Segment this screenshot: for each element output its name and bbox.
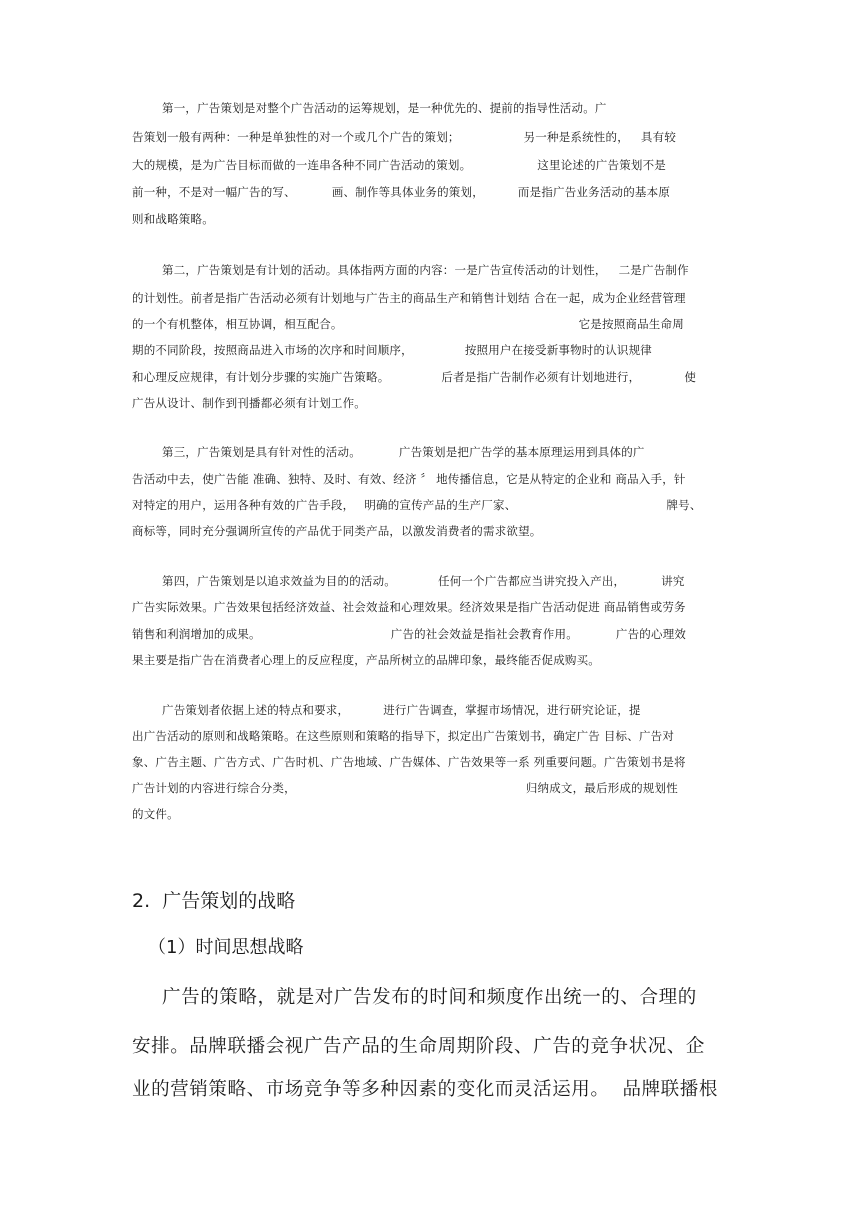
text-segment: 和心理反应规律，有计划分步骤的实施广告策略。 [132, 370, 390, 384]
text-segment: 广告的心理效 [615, 627, 687, 641]
text-segment: 对特定的用户，运用各种有效的广告手段， [132, 498, 355, 512]
paragraph-4-line-4 [132, 652, 600, 668]
subsection-heading: （1）时间思想战略 [148, 937, 304, 958]
text-segment: 二是广告制作 [618, 263, 689, 277]
paragraph-1-line-1 [162, 100, 607, 116]
text-segment: 广告实际效果。广告效果包括经济效益、社会效益和心理效果。经济效果是指广告活动促进 商品销售或劳务 [132, 600, 686, 614]
text-segment: 明确的宣传产品的生产厂家、 [364, 498, 517, 512]
body-line-1: 广告的策略，就是对广告发布的时间和频度作出统一的、合理的 [162, 987, 697, 1008]
text-segment: 期的不同阶段，按照商品进入市场的次序和时间顺序， [132, 343, 413, 357]
paragraph-5-line-1 [162, 702, 641, 718]
text-segment: 的计划性。前者是指广告活动必须有计划地与广告主的商品生产和销售计划结 合在一起，成为企业经营管理 [132, 291, 686, 305]
text-segment: 销售和利润增加的成果。 [132, 627, 261, 641]
text-segment: 进行广告调查，掌握市场情况，进行研究论证，提 [383, 703, 641, 717]
body-line-3: 业的营销策略、市场竞争等多种因素的变化而灵活运用。 品牌联播根 [132, 1079, 718, 1100]
text-segment: 的文件。 [132, 807, 179, 821]
paragraph-2-line-1 [162, 262, 689, 278]
paragraph-5-line-3 [132, 754, 686, 770]
text-segment: 另一种是系统性的， [523, 130, 629, 144]
paragraph-3-line-4 [132, 523, 542, 539]
text-segment: 广告策划是把广告学的基本原理运用到具体的广 [398, 445, 645, 459]
paragraph-4-line-1 [162, 573, 685, 589]
paragraph-2-line-6 [132, 395, 366, 411]
paragraph-1-line-2 [132, 129, 676, 145]
text-segment: 的一个有机整体，相互协调，相互配合。 [132, 317, 343, 331]
paragraph-1-line-5 [132, 211, 214, 227]
paragraph-2-line-4 [132, 342, 652, 358]
text-segment: 任何一个广告都应当讲究投入产出， [438, 574, 626, 588]
text-segment: 广告从设计、制作到刊播都必须有计划工作。 [132, 396, 366, 410]
text-segment: 这里论述的广告策划不是 [537, 158, 666, 172]
text-segment: 第四，广告策划是以追求效益为目的的活动。 [162, 574, 396, 588]
text-segment: 则和战略策略。 [132, 212, 214, 226]
text-segment: 果主要是指广告在消费者心理上的反应程度，产品所树立的品牌印象，最终能否促成购买。 [132, 653, 600, 667]
paragraph-5-line-5 [132, 806, 179, 822]
text-segment: 广告的社会效益是指社会教育作用。 [390, 627, 578, 641]
text-segment: 告活动中去，使广告能 准确、独特、及时、有效、经济 〞 地传播信息，它是从特定的企业和 商品入手，针 [132, 472, 686, 486]
text-segment: 象、广告主题、广告方式、广告时机、广告地域、广告媒体、广告效果等一系 列重要问题。广告策划书是将 [132, 755, 686, 769]
text-segment: 画、制作等具体业务的策划， [331, 185, 484, 199]
section-heading: 2. 广告策划的战略 [132, 890, 296, 912]
text-segment: 按照用户在接受新事物时的认识规律 [464, 343, 653, 357]
text-segment: 具有较 [640, 130, 677, 144]
text-segment: 告策划一般有两种：一种是单独性的对一个或几个广告的策划； [132, 130, 460, 144]
text-segment: 而是指广告业务活动的基本原 [517, 185, 671, 199]
paragraph-2-line-3 [132, 316, 684, 332]
paragraph-4-line-2 [132, 599, 686, 615]
paragraph-2-line-2 [132, 290, 686, 306]
text-segment: 第一，广告策划是对整个广告活动的运筹规划，是一种优先的、提前的指导性活动。广 [162, 101, 607, 115]
text-segment: 讲究 [661, 574, 685, 588]
text-segment: 第三，广告策划是具有针对性的活动。 [162, 445, 361, 459]
text-segment: 后者是指广告制作必须有计划地进行， [441, 370, 641, 384]
text-segment: 广告策划者依据上述的特点和要求， [162, 703, 350, 717]
paragraph-3-line-2 [132, 471, 686, 487]
text-segment: 它是按照商品生命周 [578, 317, 684, 331]
paragraph-3-line-1 [162, 444, 645, 460]
paragraph-1-line-4 [132, 184, 670, 200]
paragraph-4-line-3 [132, 626, 686, 642]
text-segment: 出广告活动的原则和战略策略。在这些原则和策略的指导下，拟定出广告策划书，确定广告 目标、广告对 [132, 729, 675, 743]
paragraph-2-line-5 [132, 369, 696, 385]
text-segment: 牌号、 [666, 498, 702, 512]
text-segment: 使 [684, 370, 697, 384]
text-segment: 归纳成文，最后形成的规划性 [525, 781, 678, 795]
text-segment: 前一种，不是对一幅广告的写、 [132, 185, 296, 199]
text-segment: 商标等，同时充分强调所宣传的产品优于同类产品，以激发消费者的需求欲望。 [132, 524, 542, 538]
text-segment: 大的规模，是为广告目标而做的一连串各种不同广告活动的策划。 [132, 158, 472, 172]
body-line-2: 安排。品牌联播会视广告产品的生命周期阶段、广告的竞争状况、企 [132, 1036, 706, 1057]
text-segment: 广告计划的内容进行综合分类， [132, 781, 296, 795]
paragraph-5-line-2 [132, 728, 674, 744]
text-segment: 第二，广告策划是有计划的活动。具体指两方面的内容：一是广告宣传活动的计划性， [162, 263, 607, 277]
paragraph-5-line-4 [132, 780, 678, 796]
paragraph-1-line-3 [132, 157, 666, 173]
paragraph-3-line-3 [132, 497, 702, 513]
